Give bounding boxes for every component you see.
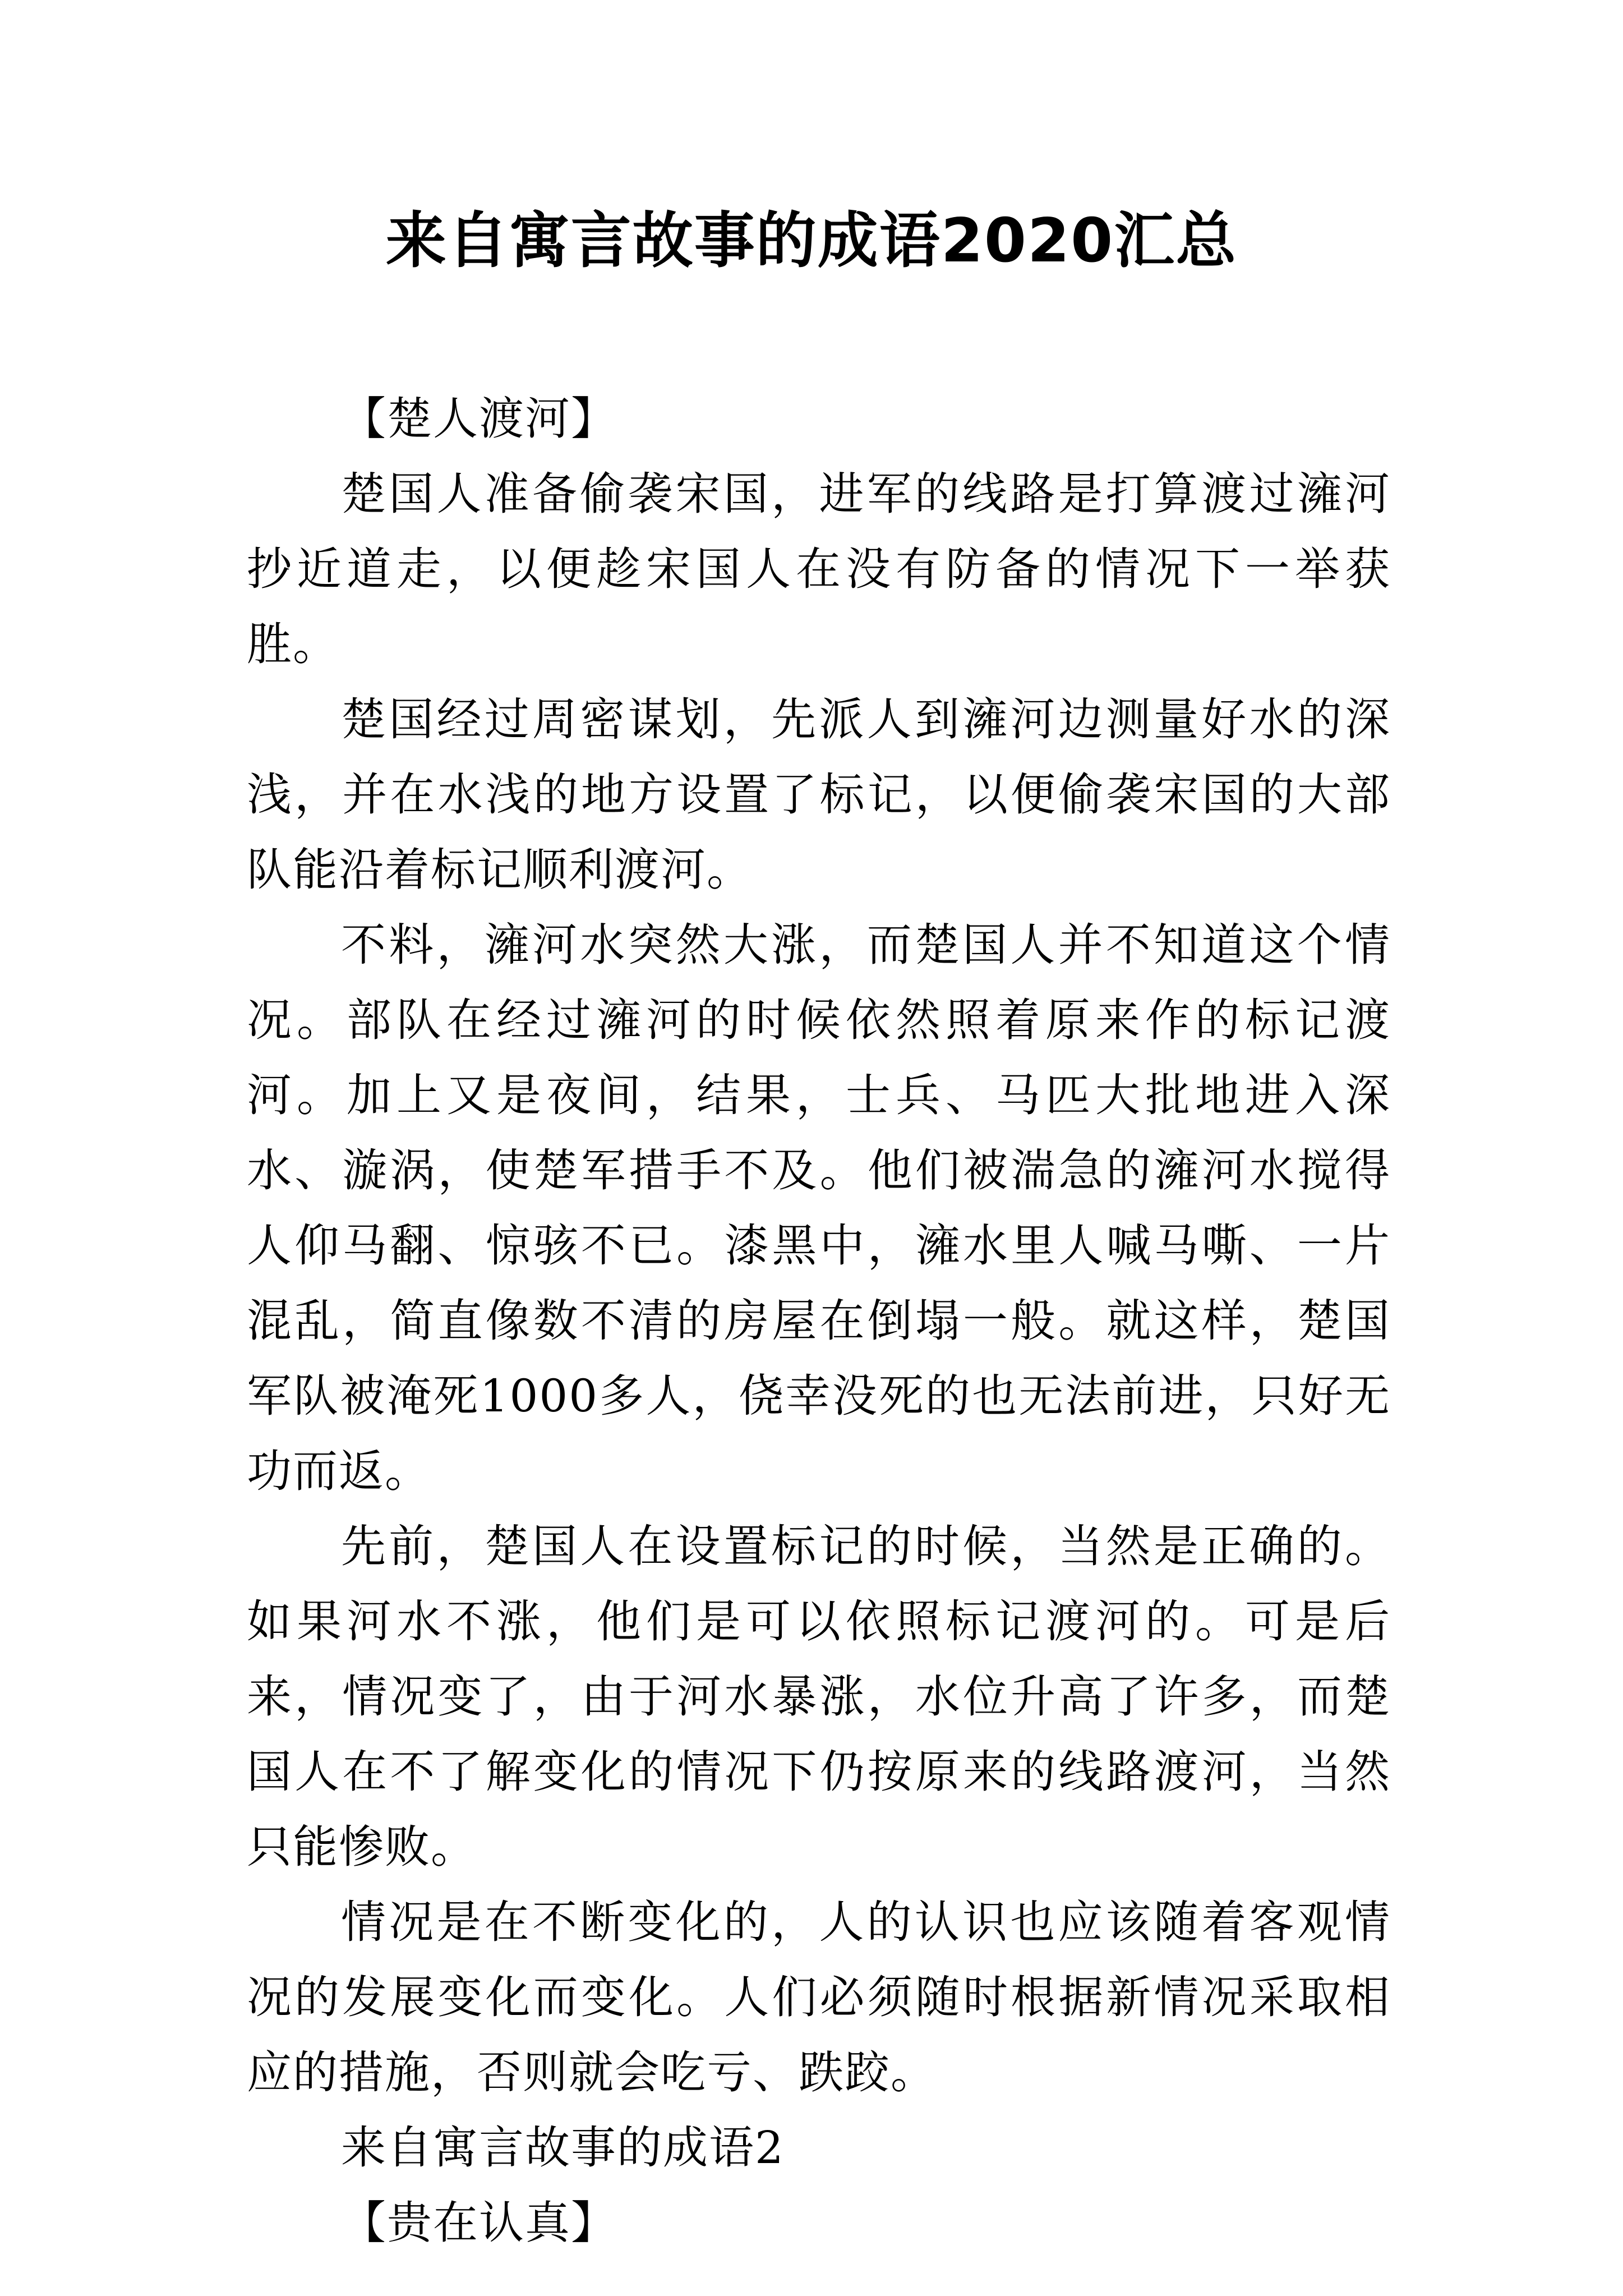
section-heading: 【贵在认真】 [341,2197,617,2249]
paragraph: 楚国经过周密谋划，先派人到澭河边测量好水的深浅，并在水浅的地方设置了标记，以便偷袭宋国的大部队能沿着标记顺利渡河。 [247,693,1391,896]
paragraph: 情况是在不断变化的，人的认识也应该随着客观情况的发展变化而变化。人们必须随时根据新情况采取相应的措施，否则就会吃亏、跌跤。 [247,1896,1391,2099]
subtitle: 来自寓言故事的成语2 [341,2122,785,2174]
paragraph: 楚国人准备偷袭宋国，进军的线路是打算渡过澭河抄近道走，以便趁宋国人在没有防备的情况下一举获胜。 [247,468,1391,670]
paragraph: 先前，楚国人在设置标记的时候，当然是正确的。如果河水不涨，他们是可以依照标记渡河的。可是后来，情况变了，由于河水暴涨，水位升高了许多，而楚国人在不了解变化的情况下仍按原来的线路渡河，当然只能惨败。 [247,1520,1391,1873]
paragraph: 不料，澭河水突然大涨，而楚国人并不知道这个情况。部队在经过澭河的时候依然照着原来作的标记渡河。加上又是夜间，结果，士兵、马匹大批地进入深水、漩涡，使楚军措手不及。他们被湍急的澭河水搅得人仰马翻、惊骇不已。漆黑中，澭水里人喊马嘶、一片混乱，简直像数不清的房屋在倒塌一般。就这样，楚国军队被淹死1000多人，侥幸没死的也无法前进，只好无功而返。 [247,919,1391,1497]
document-body [247,381,1391,2261]
page-title: 来自寓言故事的成语2020汇总 [385,206,1238,276]
section-heading: 【楚人渡河】 [341,393,617,445]
